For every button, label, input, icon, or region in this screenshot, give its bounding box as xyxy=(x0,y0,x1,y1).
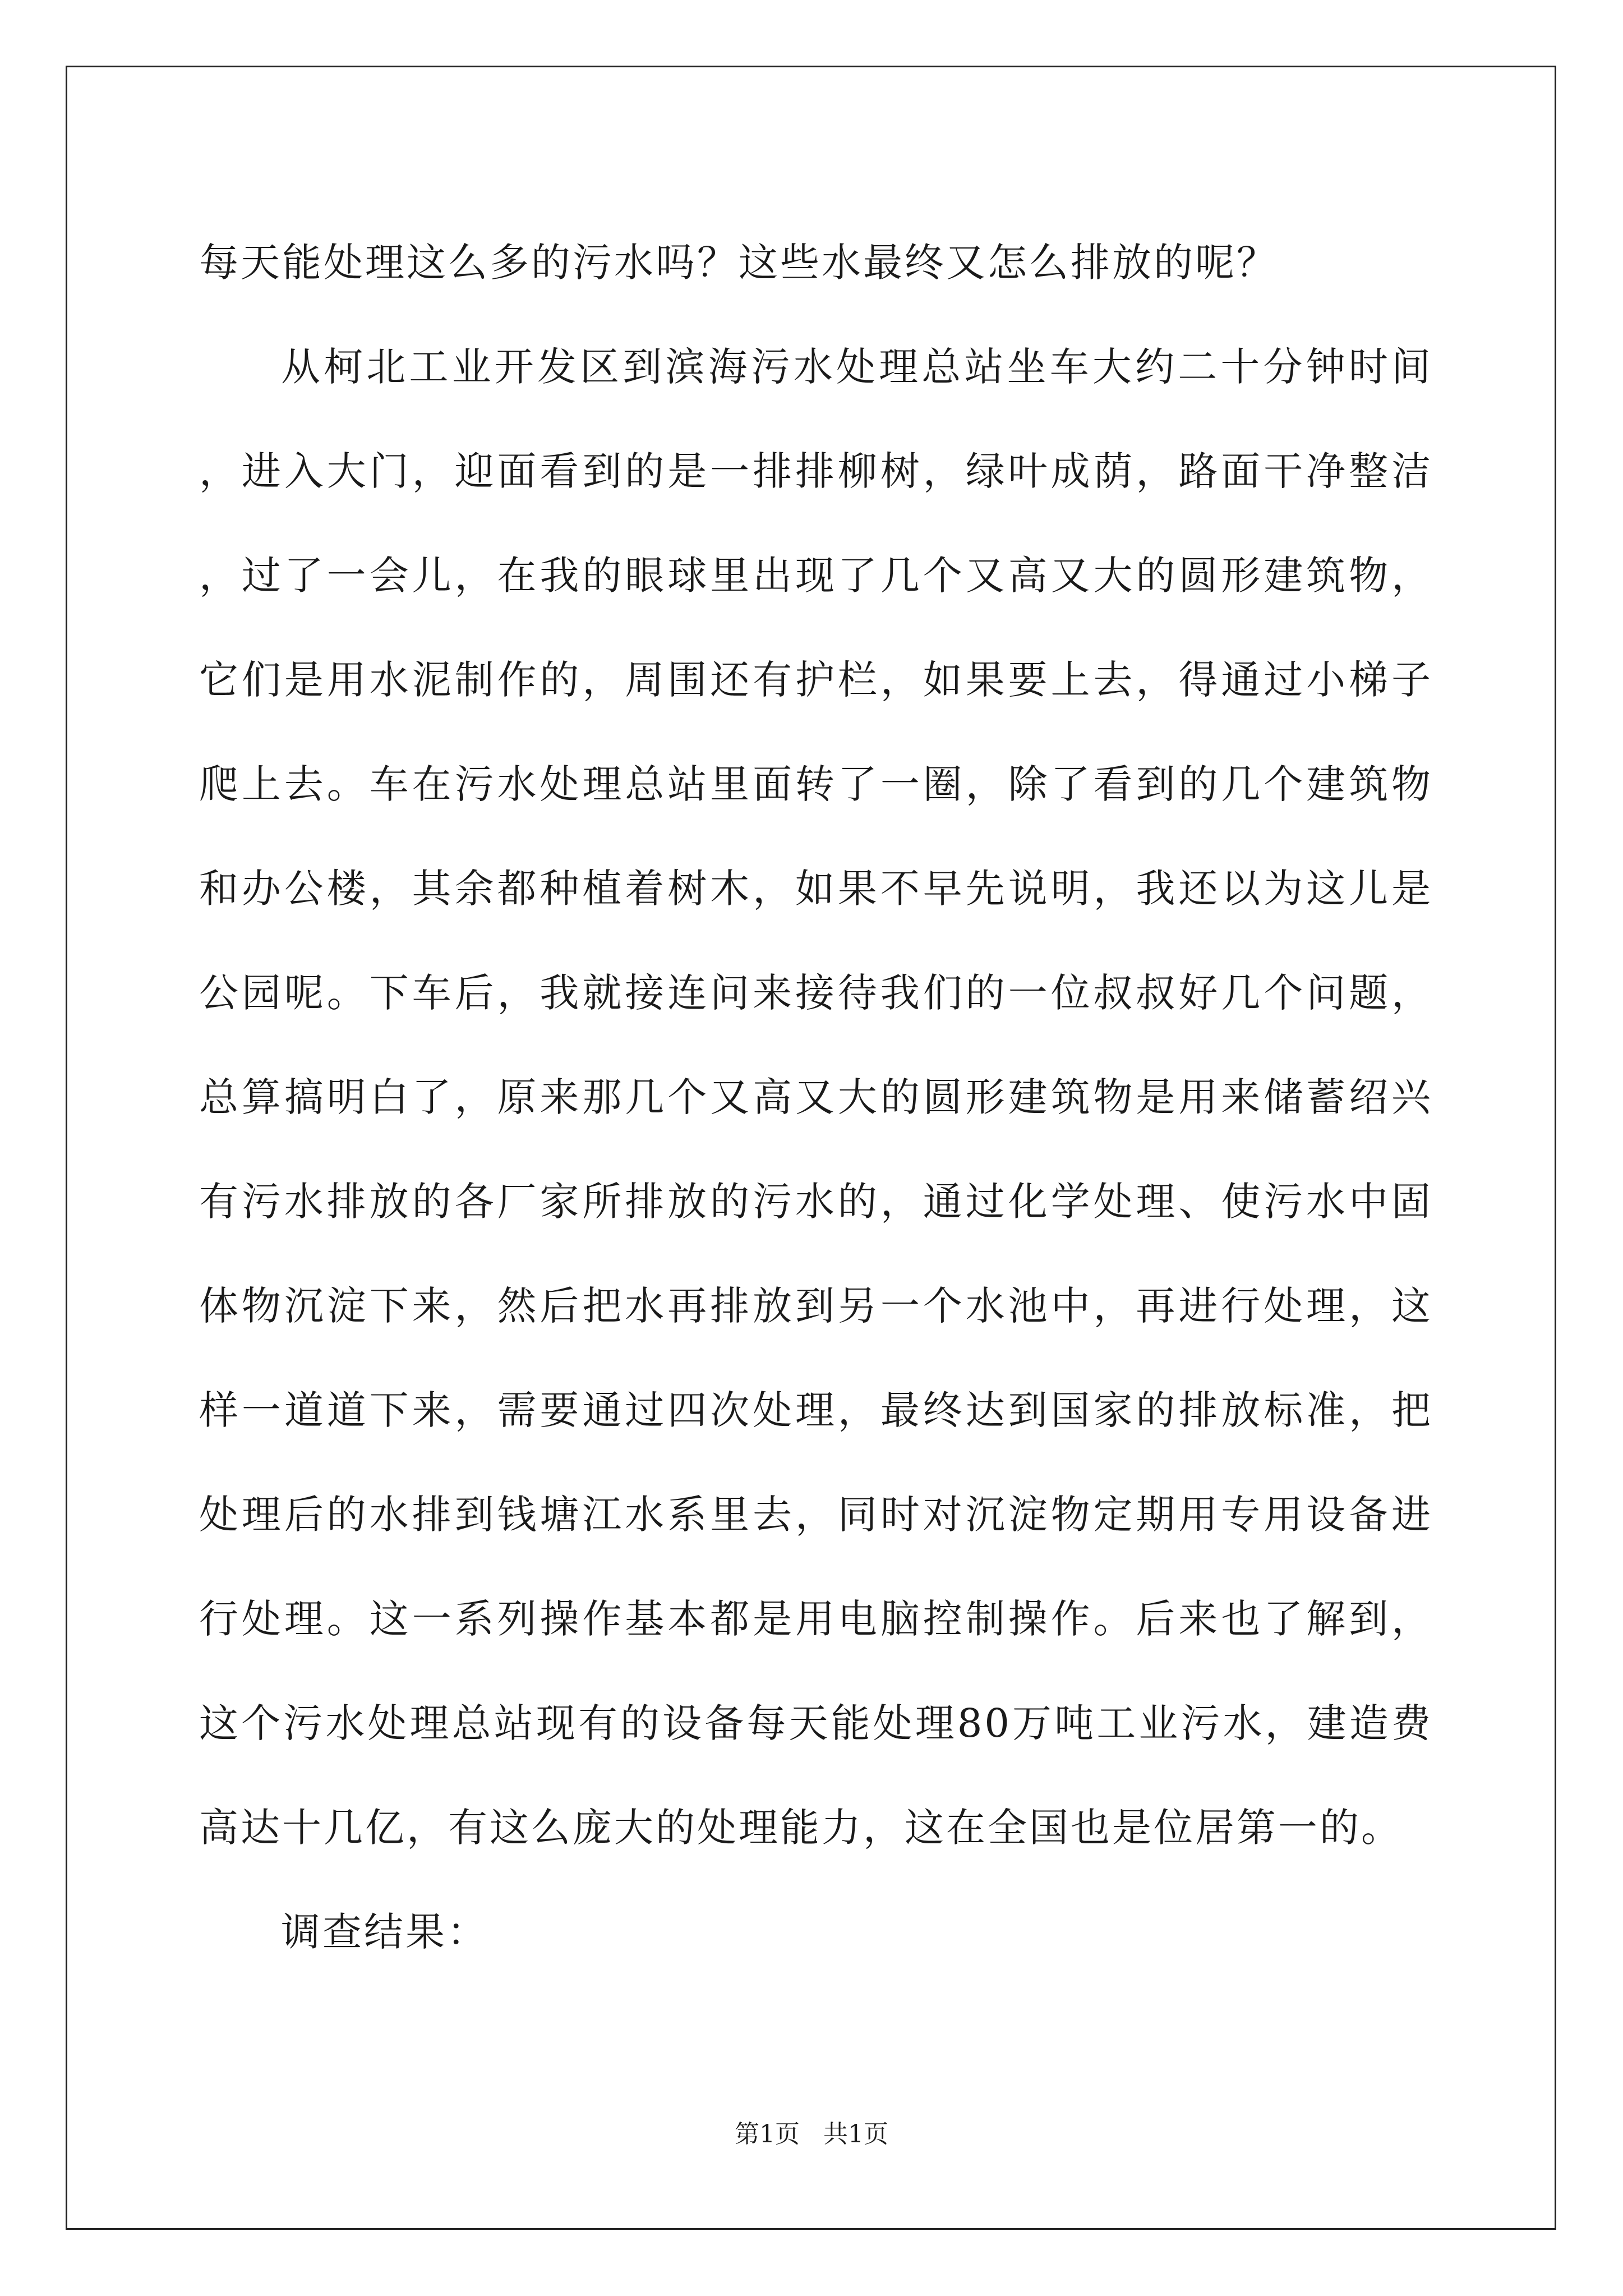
paragraph-1: 每天能处理这么多的污水吗？这些水最终又怎么排放的呢？ xyxy=(199,240,1278,286)
paragraph-2: 从柯北工业开发区到滨海污水处理总站坐车大约二十分钟时间，进入大门，迎面看到的是一排排柳树，绿叶成荫，路面干净整洁，过了一会儿，在我的眼球里出现了几个又高又大的圆形建筑物，它们是用水泥制作的，周围还有护栏，如果要上去，得通过小梯子爬上去。车在污水处理总站里面转了一圈，除了看到的几个建筑物和办公楼，其余都种植着树木，如果不早先说明，我还以为这儿是公园呢。下车后，我就接连问来接待我们的一位叔叔好几个问题，总算搞明白了，原来那几个又高又大的圆形建筑物是用来储蓄绍兴有污水排放的各厂家所排放的污水的，通过化学处理、使污水中固体物沉淀下来，然后把水再排放到另一个水池中，再进行处理，这样一道道下来，需要通过四次处理，最终达到国家的排放标准，把处理后的水排到钱塘江水系里去，同时对沉淀物定期用专用设备进行处理。这一系列操作基本都是用电脑控制操作。后来也了解到，这个污水处理总站现有的设备每天能处理80万吨工业污水，建造费高达十几亿，有这么庞大的处理能力，这在全国也是位居第一的。 xyxy=(199,344,1433,1851)
document-body xyxy=(199,210,1433,1984)
paragraph-3: 调查结果： xyxy=(281,1909,488,1955)
page-number-footer: 第1页 共1页 xyxy=(735,2120,888,2148)
